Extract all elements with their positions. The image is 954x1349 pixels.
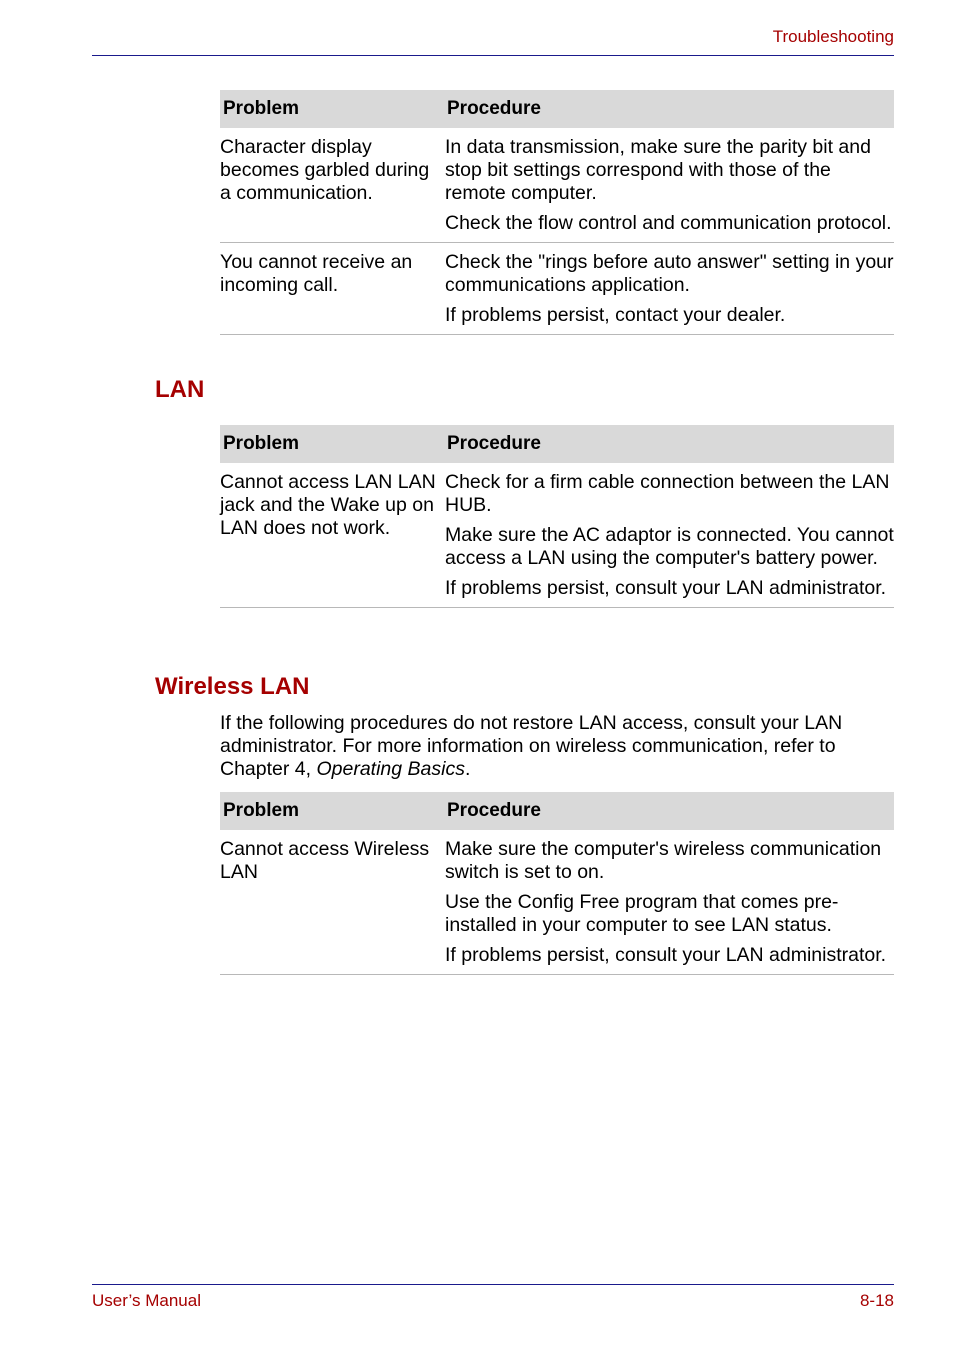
manual-label: User’s Manual	[92, 1291, 201, 1310]
footer-rule	[92, 1284, 894, 1285]
troubleshooting-table-modem	[220, 90, 894, 335]
procedure-step: Use the Config Free program that comes pre-installed in your computer to see LAN status.	[445, 891, 839, 936]
header-rule	[92, 55, 894, 56]
procedure-cell	[445, 136, 894, 235]
problem-cell: Character display becomes garbled during a communication.	[220, 136, 430, 204]
table-header	[220, 792, 894, 830]
procedure-step: Make sure the AC adaptor is connected. You cannot access a LAN using the computer's battery power.	[445, 524, 894, 569]
chapter-title: Troubleshooting	[772, 27, 894, 46]
problem-cell: Cannot access Wireless LAN	[220, 838, 430, 883]
procedure-step: If problems persist, consult your LAN administrator.	[445, 944, 887, 966]
table-row	[220, 830, 894, 975]
column-header-procedure: Procedure	[447, 800, 541, 821]
problem-cell: Cannot access LAN LAN jack and the Wake up on LAN does not work.	[220, 471, 436, 539]
section-heading-lan: LAN	[155, 376, 205, 403]
column-header-procedure: Procedure	[447, 433, 541, 454]
chapter-reference: Operating Basics	[316, 758, 465, 780]
procedure-cell	[445, 251, 894, 327]
page-number: 8-18	[859, 1291, 894, 1310]
intro-text: If the following procedures do not restore LAN access, consult your LAN administrator. For more information on wireless communication, refer to Chapter 4,	[220, 712, 843, 780]
procedure-step: Check the "rings before auto answer" setting in your communications application.	[445, 251, 894, 296]
procedure-step: Check for a firm cable connection between the LAN HUB.	[445, 471, 890, 516]
wireless-lan-intro	[220, 712, 894, 781]
column-header-problem: Problem	[223, 98, 300, 119]
problem-cell: You cannot receive an incoming call.	[220, 251, 413, 296]
procedure-step: If problems persist, contact your dealer.	[445, 304, 786, 326]
procedure-cell	[445, 838, 894, 967]
procedure-step: In data transmission, make sure the parity bit and stop bit settings correspond with those of the remote computer.	[445, 136, 871, 204]
table-header	[220, 425, 894, 463]
procedure-cell	[445, 471, 894, 600]
column-header-problem: Problem	[223, 433, 300, 454]
table-row	[220, 243, 894, 335]
troubleshooting-table-wireless-lan	[220, 792, 894, 975]
table-row	[220, 128, 894, 243]
section-heading-wireless-lan: Wireless LAN	[155, 673, 310, 700]
troubleshooting-table-lan	[220, 425, 894, 608]
table-row	[220, 463, 894, 608]
table-header	[220, 90, 894, 128]
intro-end: .	[464, 758, 471, 780]
column-header-procedure: Procedure	[447, 98, 541, 119]
procedure-step: Check the flow control and communication protocol.	[445, 212, 892, 234]
procedure-step: Make sure the computer's wireless communication switch is set to on.	[445, 838, 882, 883]
procedure-step: If problems persist, consult your LAN administrator.	[445, 577, 887, 599]
column-header-problem: Problem	[223, 800, 300, 821]
